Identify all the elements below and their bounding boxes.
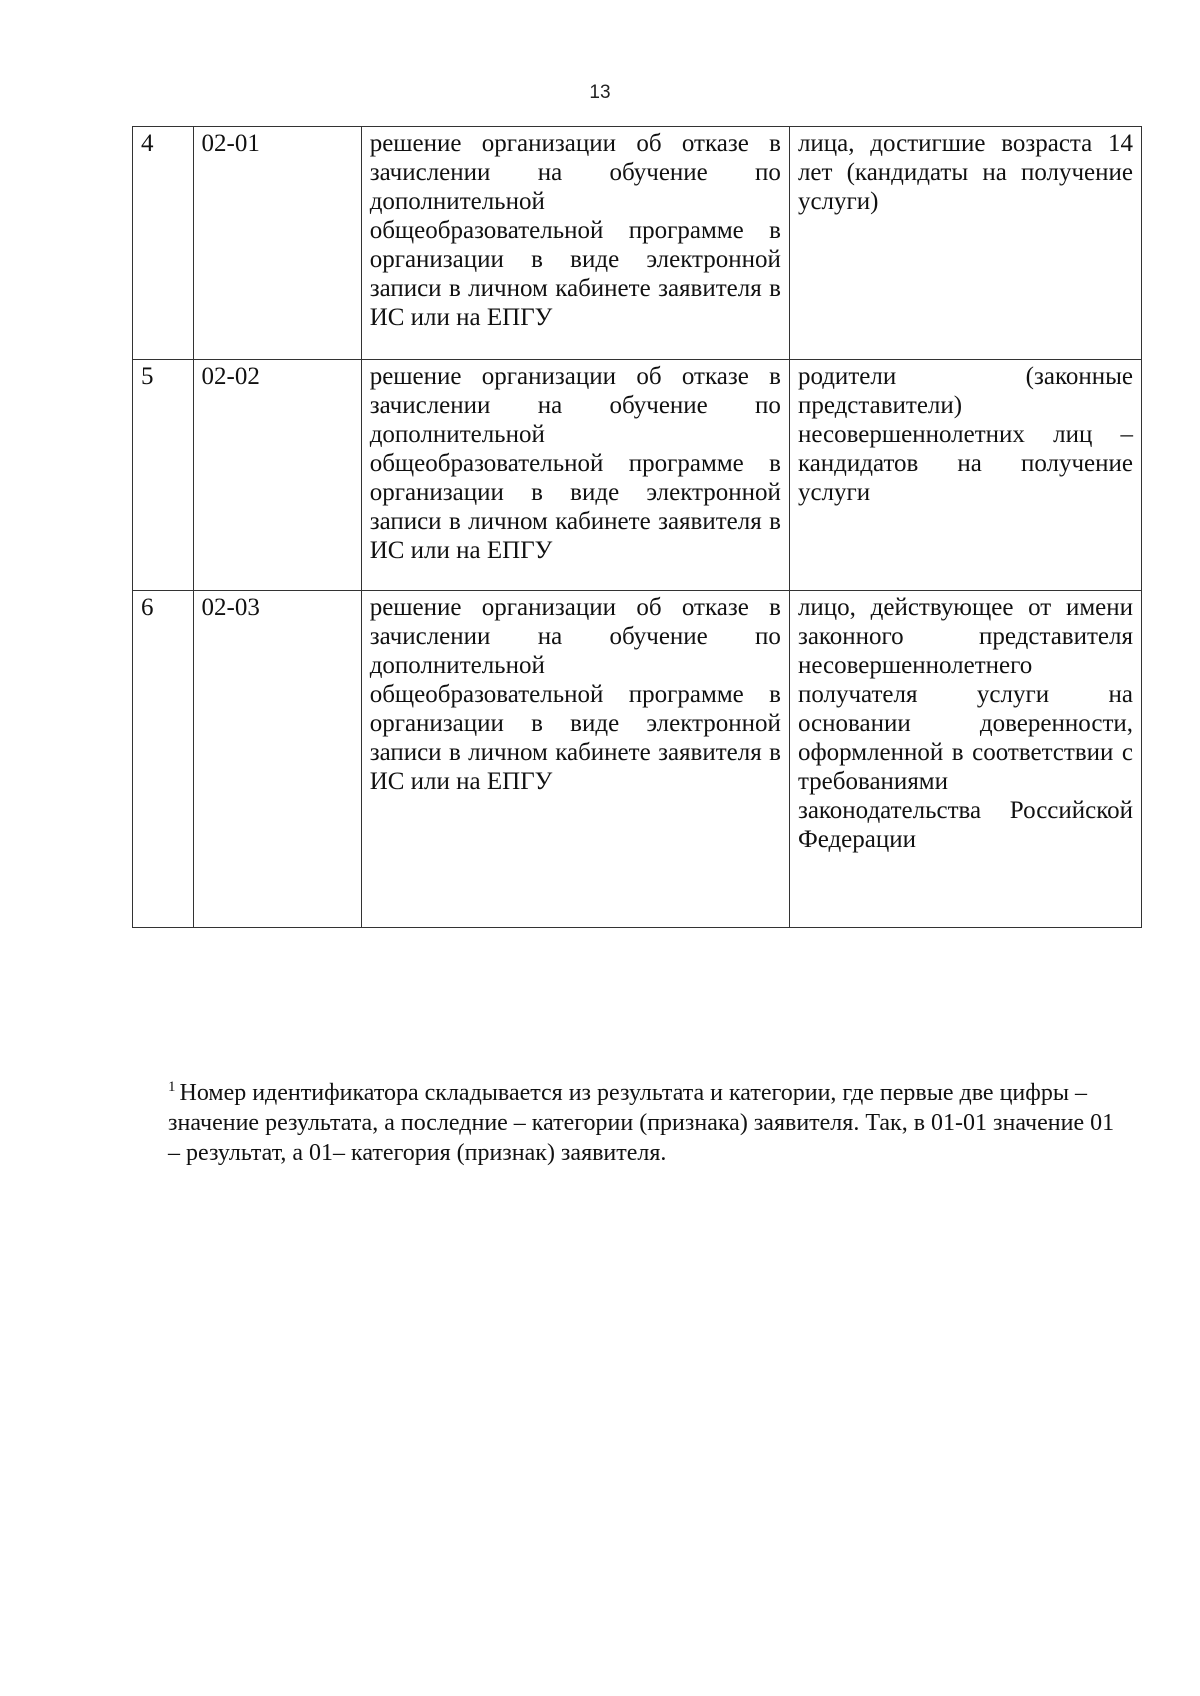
result-cell: решение организации об отказе в зачислении на обучение по дополнительной общеобразовательной программе в организации в виде электронной записи в личном кабинете заявителя в ИС или на ЕПГУ (361, 360, 789, 591)
table-row (133, 591, 1142, 928)
applicant-category-cell: родители (законные представители) несовершеннолетних лиц – кандидатов на получение услуги (789, 360, 1141, 591)
identifier-cell: 02-01 (193, 127, 361, 360)
footnote (168, 1078, 1118, 1168)
identifier-cell: 02-02 (193, 360, 361, 591)
row-number-cell: 6 (133, 591, 194, 928)
result-cell: решение организации об отказе в зачислении на обучение по дополнительной общеобразовательной программе в организации в виде электронной записи в личном кабинете заявителя в ИС или на ЕПГУ (361, 591, 789, 928)
identifier-cell: 02-03 (193, 591, 361, 928)
applicant-category-cell: лицо, действующее от имени законного представителя несовершеннолетнего получателя услуги на основании доверенности, оформленной в соответствии с требованиями законодательства Российской Федерации (789, 591, 1141, 928)
page-number: 13 (589, 82, 611, 103)
row-number-cell: 4 (133, 127, 194, 360)
table-row (133, 127, 1142, 360)
table-row (133, 360, 1142, 591)
applicant-results-table (132, 126, 1142, 928)
applicant-category-cell: лица, достигшие возраста 14 лет (кандидаты на получение услуги) (789, 127, 1141, 360)
result-cell: решение организации об отказе в зачислении на обучение по дополнительной общеобразовательной программе в организации в виде электронной записи в личном кабинете заявителя в ИС или на ЕПГУ (361, 127, 789, 360)
footnote-marker: 1 (168, 1079, 176, 1095)
footnote-text: Номер идентификатора складывается из результата и категории, где первые две цифры – значение результата, а последние – категории (признака) заявителя. Так, в 01-01 значение 01 – результат, а 01– категория (признак) заявителя. (168, 1080, 1115, 1166)
row-number-cell: 5 (133, 360, 194, 591)
